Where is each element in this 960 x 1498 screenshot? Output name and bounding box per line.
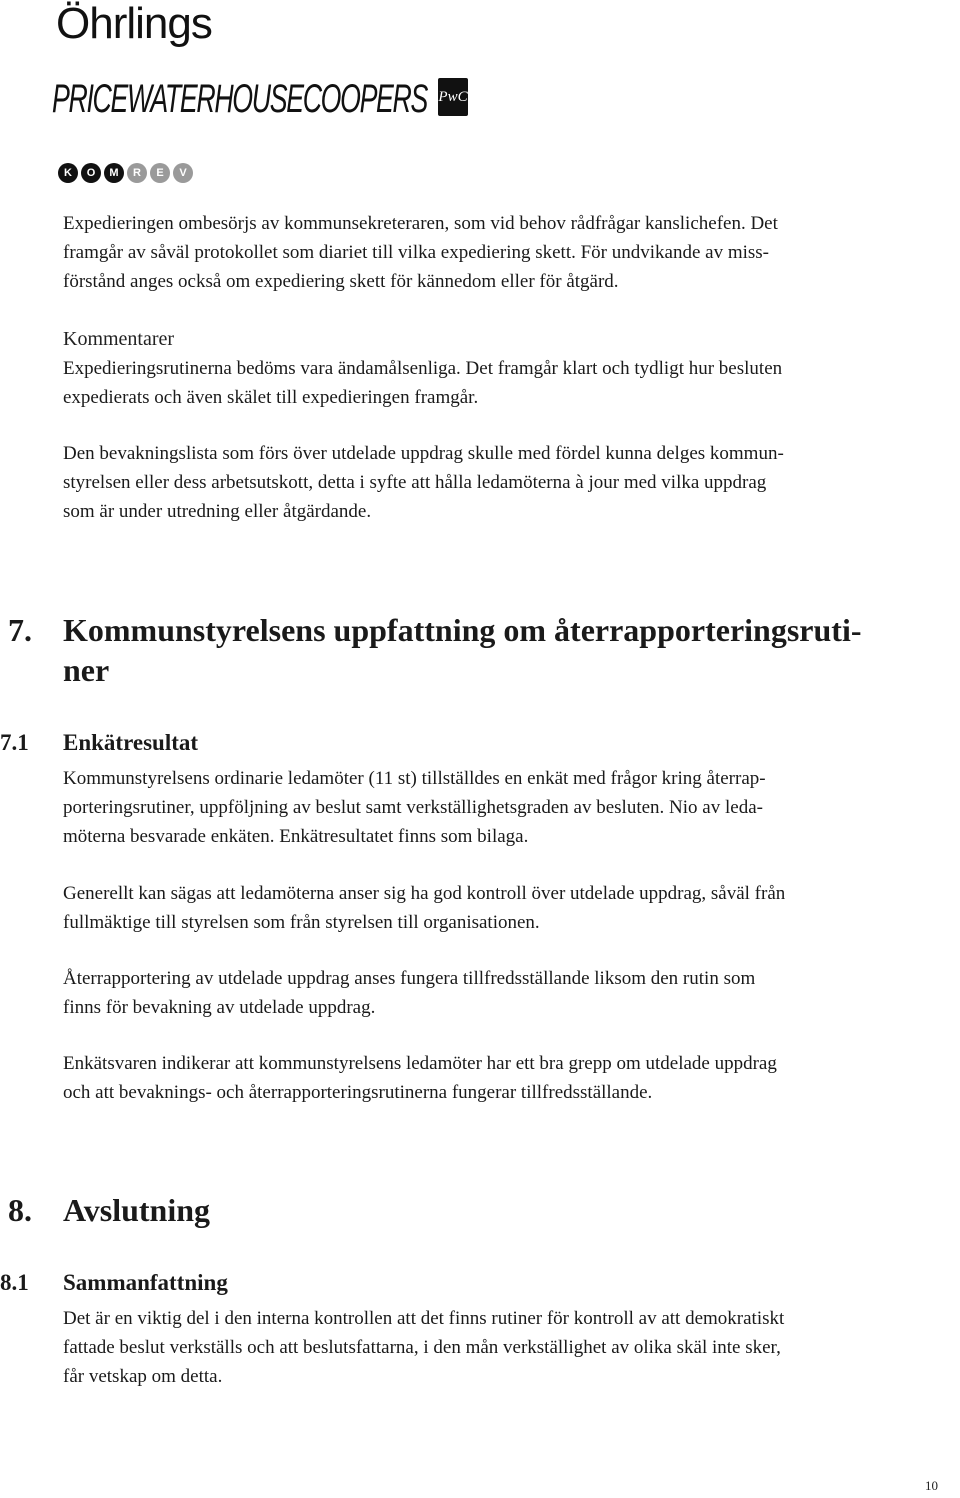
- text-line: fattade beslut verkställs och att beslutsfattarna, i den mån verkställighet av olika skäl inte sker,: [63, 1337, 781, 1358]
- komrev-letter: E: [150, 163, 170, 183]
- text-line: finns för bevakning av utdelade uppdrag.: [63, 997, 376, 1018]
- section-number: 7.: [8, 612, 32, 648]
- text-line: fullmäktige till styrelsen som från styrelsen till organisationen.: [63, 912, 540, 933]
- komrev-letter: K: [58, 163, 78, 183]
- section-title: Sammanfattning: [63, 1270, 228, 1295]
- text-line: Enkätsvaren indikerar att kommunstyrelsens ledamöter har ett bra grepp om utdelade uppdrag: [63, 1053, 777, 1074]
- section-title: Avslutning: [63, 1192, 211, 1228]
- paragraph-aterrapportering: [63, 964, 958, 1022]
- pricewaterhousecoopers-logo: [52, 72, 468, 122]
- paragraph-sammanfattning: [63, 1304, 958, 1391]
- section-7-heading: [8, 610, 958, 690]
- paragraph-kommentarer: [63, 354, 958, 412]
- page-number: 10: [925, 1478, 938, 1493]
- section-8-1-heading: [0, 1268, 228, 1297]
- text-line: framgår av såväl protokollet som diariet till vilka expediering skett. För undvikande av miss-: [63, 242, 769, 263]
- paragraph-generellt: [63, 879, 958, 937]
- text-line: Generellt kan sägas att ledamöterna anser sig ha god kontroll över utdelade uppdrag, såväl från: [63, 883, 786, 904]
- text-line: expedierats och även skälet till expedieringen framgår.: [63, 387, 479, 408]
- text-line: förstånd anges också om expediering skett för kännedom eller för åtgärd.: [63, 271, 619, 292]
- kommentarer-heading: Kommentarer: [63, 328, 175, 350]
- section-title: Enkätresultat: [63, 730, 199, 755]
- section-title-line: Kommunstyrelsens uppfattning om återrapporteringsruti-: [63, 612, 862, 648]
- section-title-line: ner: [63, 652, 110, 688]
- pwc-wordmark: [52, 72, 432, 122]
- section-number: 8.1: [0, 1270, 29, 1295]
- text-line: Expedieringen ombesörjs av kommunsekreteraren, som vid behov rådfrågar kanslichefen. Det: [63, 213, 778, 234]
- paragraph-bevakningslista: [63, 439, 958, 526]
- section-number: 7.1: [0, 730, 29, 755]
- section-title: [63, 610, 862, 690]
- text-line: Det är en viktig del i den interna kontrollen att det finns rutiner för kontroll av att demokratiskt: [63, 1308, 785, 1329]
- section-7-1-heading: [0, 728, 198, 757]
- paragraph-enkat: [63, 764, 958, 851]
- text-line: porteringsrutiner, uppföljning av beslut samt verkställighetsgraden av besluten. Nio av leda-: [63, 797, 763, 818]
- text-line: Den bevakningslista som förs över utdelade uppdrag skulle med fördel kunna delges kommun-: [63, 443, 784, 464]
- paragraph-expediering: [63, 209, 958, 296]
- komrev-letter: R: [127, 163, 147, 183]
- text-line: Expedieringsrutinerna bedöms vara ändamålsenliga. Det framgår klart och tydligt hur besluten: [63, 358, 783, 379]
- komrev-badge: [58, 163, 193, 183]
- ohrlings-logo: Öhrlings: [56, 0, 212, 48]
- text-line: styrelsen eller dess arbetsutskott, detta i syfte att hålla ledamöterna à jour med vilka uppdrag: [63, 472, 767, 493]
- text-line: och att bevaknings- och återrapporteringsrutinerna fungerar tillfredsställande.: [63, 1082, 653, 1103]
- text-line: Återrapportering av utdelade uppdrag anses fungera tillfredsställande liksom den rutin som: [63, 968, 756, 989]
- komrev-letter: O: [81, 163, 101, 183]
- text-line: möterna besvarade enkäten. Enkätresultatet finns som bilaga.: [63, 826, 529, 847]
- text-line: Kommunstyrelsens ordinarie ledamöter (11 st) tillställdes en enkät med frågor kring återrap-: [63, 768, 766, 789]
- text-line: som är under utredning eller åtgärdande.: [63, 501, 372, 522]
- text-line: får vetskap om detta.: [63, 1366, 223, 1387]
- paragraph-enkatsvaren: [63, 1049, 958, 1107]
- pwc-monogram-icon: PwC: [438, 78, 468, 116]
- komrev-letter: M: [104, 163, 124, 183]
- komrev-letter: V: [173, 163, 193, 183]
- pwc-wordmark-text: PRICEWATERHOUSECOOPERS: [52, 77, 429, 121]
- section-number: 8.: [8, 1192, 32, 1228]
- section-8-heading: [8, 1190, 958, 1230]
